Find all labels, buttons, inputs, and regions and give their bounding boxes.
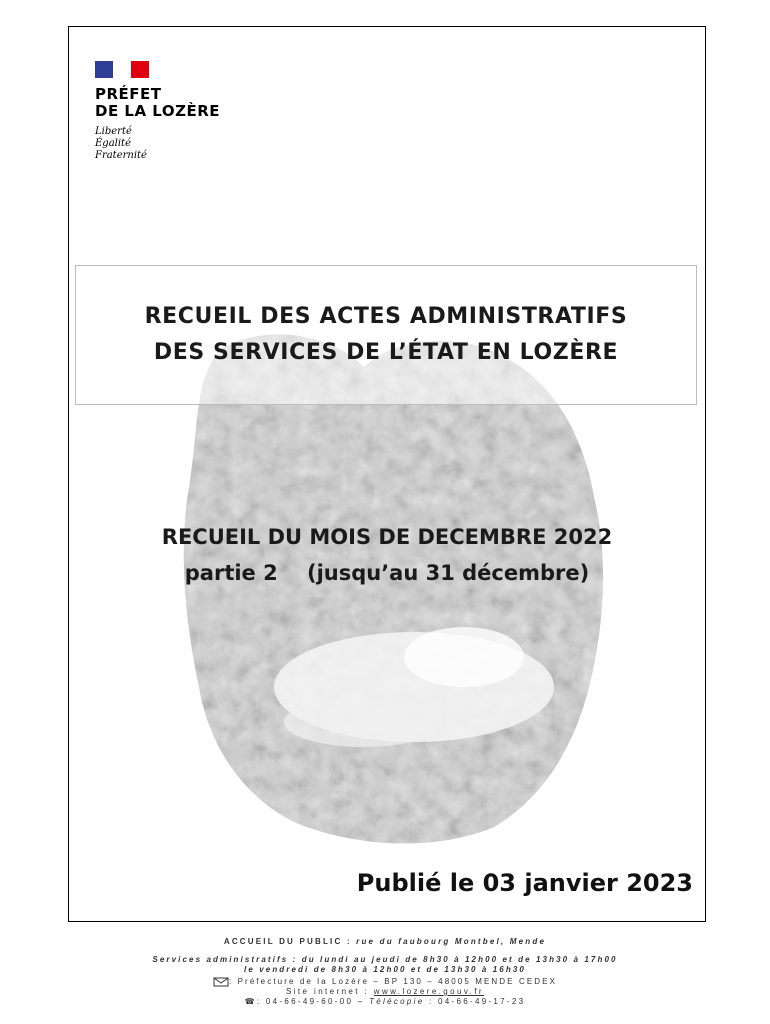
- issue-title-line-1: RECUEIL DU MOIS DE DECEMBRE 2022: [161, 525, 613, 549]
- footer-reception: [0, 937, 770, 946]
- brand-line-2: DE LA LOZÈRE: [95, 102, 221, 120]
- motto-fraternite: Fraternité: [95, 150, 147, 161]
- phone-number: : 04-66-49-60-00: [256, 997, 354, 1006]
- brand-line-1: PRÉFET: [95, 85, 162, 103]
- issue-title-line-2: partie 2 (jusqu’au 31 décembre): [184, 561, 590, 585]
- reception-address: rue du faubourg Montbel, Mende: [351, 937, 547, 946]
- prefecture-logo: [95, 61, 295, 162]
- website-label: Site internet :: [286, 987, 374, 996]
- postal-address: : Préfecture de la Lozère – BP 130 – 48005 MENDE CEDEX: [228, 977, 558, 987]
- document-title-line-2: DES SERVICES DE L’ÉTAT EN LOZÈRE: [153, 340, 619, 365]
- telephone-icon: ☎: [244, 997, 257, 1006]
- waterfall-background-image: [164, 327, 634, 847]
- fax-number: : 04-66-49-17-23: [424, 997, 526, 1006]
- reception-label: ACCUEIL DU PUBLIC :: [223, 937, 352, 946]
- document-title-line-1: RECUEIL DES ACTES ADMINISTRATIFS: [144, 304, 628, 329]
- fax-label: – Télécopie: [353, 997, 425, 1006]
- republic-motto: [95, 126, 295, 162]
- footer-website: [0, 987, 770, 996]
- motto-liberte: Liberté: [95, 126, 132, 137]
- french-flag-icon: [95, 61, 149, 78]
- services-hours-line-1: Services administratifs : du lundi au jeudi de 8h30 à 12h00 et de 13h30 à 17h00: [152, 955, 618, 964]
- envelope-icon: [213, 977, 229, 987]
- publication-date: Publié le 03 janvier 2023: [356, 869, 693, 897]
- motto-egalite: Égalité: [95, 138, 131, 149]
- cover-page: [68, 26, 706, 922]
- services-hours-line-2: le vendredi de 8h30 à 12h00 et de 13h30 à 16h30: [244, 965, 526, 974]
- website-link[interactable]: www.lozere.gouv.fr: [373, 987, 484, 996]
- footer-phone: [0, 997, 770, 1006]
- footer-postal-address: [0, 977, 770, 987]
- prefecture-name: [95, 86, 295, 120]
- document-title-box: [75, 265, 697, 405]
- footer-services-hours: [0, 955, 770, 975]
